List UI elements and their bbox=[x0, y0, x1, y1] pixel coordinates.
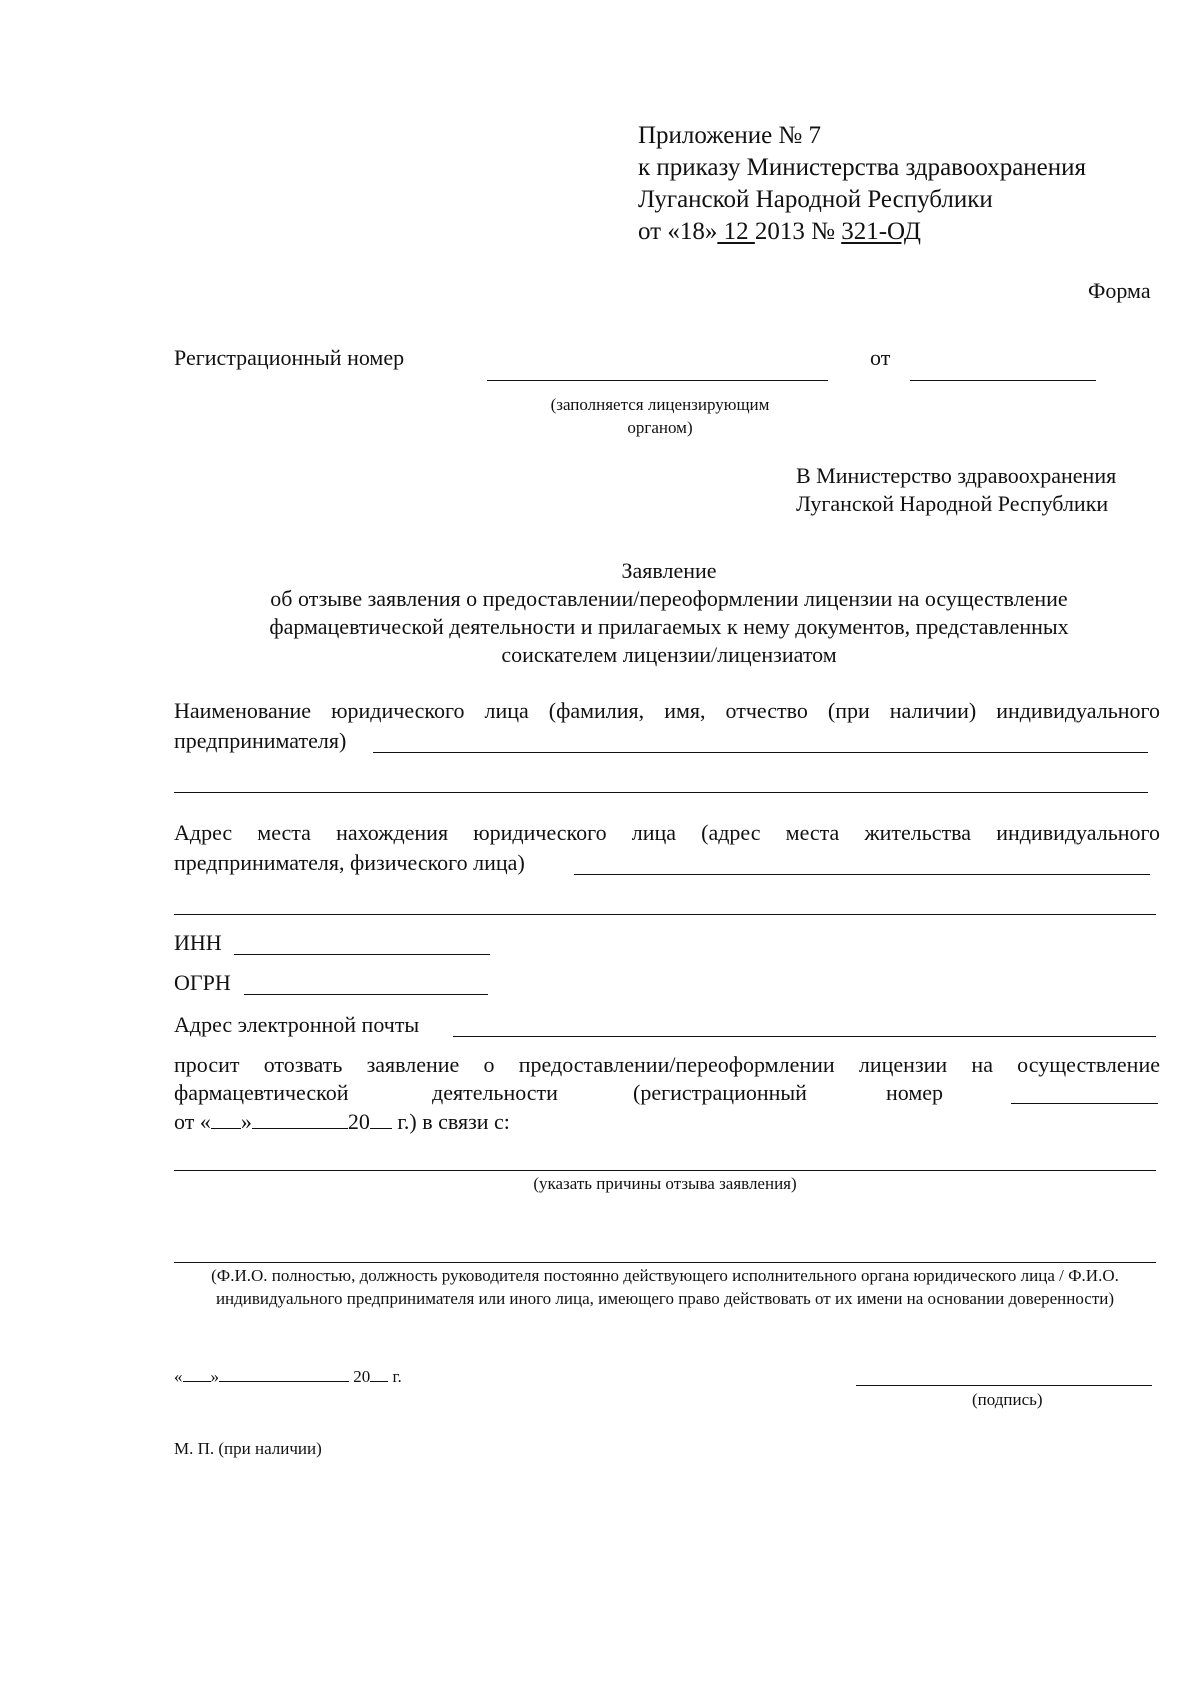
addressee-line2: Луганской Народной Республики bbox=[796, 491, 1109, 516]
statement-subtitle-1: об отзыве заявления о предоставлении/переоформлении лицензии на осуществление bbox=[270, 586, 1068, 611]
name-label-line2: предпринимателя) bbox=[174, 728, 347, 753]
reg-note: (заполняется лицензирующим органом) bbox=[550, 395, 770, 437]
name-field-2[interactable] bbox=[174, 792, 1148, 793]
inn-field[interactable] bbox=[234, 954, 490, 955]
sign-date-line: « » 20 г. bbox=[174, 1364, 402, 1388]
statement-subtitle-3: соискателем лицензии/лицензиатом bbox=[501, 642, 837, 667]
request-word-2: деятельности bbox=[432, 1080, 558, 1105]
statement-title: Заявление bbox=[621, 558, 717, 583]
request-word-4: номер bbox=[886, 1080, 944, 1105]
signatory-field[interactable] bbox=[174, 1262, 1156, 1263]
email-label: Адрес электронной почты bbox=[174, 1012, 420, 1037]
appendix-title: Приложение № 7 bbox=[638, 122, 822, 149]
name-label-line1: Наименование юридического лица (фамилия, имя, отчество (при наличии) индивидуального bbox=[174, 698, 1160, 723]
address-field-2[interactable] bbox=[174, 914, 1156, 915]
appendix-month: 12 bbox=[717, 218, 755, 245]
stamp-note: М. П. (при наличии) bbox=[174, 1439, 322, 1458]
request-date-line: от « » 20 г.) в связи с: bbox=[174, 1109, 510, 1134]
email-field[interactable] bbox=[453, 1036, 1156, 1037]
reg-from-label: от bbox=[870, 345, 891, 370]
appendix-republic: Луганской Народной Республики bbox=[638, 186, 993, 213]
request-reg-number-field[interactable] bbox=[1011, 1103, 1158, 1104]
ogrn-field[interactable] bbox=[244, 994, 488, 995]
statement-subtitle-2: фармацевтической деятельности и прилагаемых к нему документов, представленных bbox=[269, 614, 1069, 639]
address-label-line1: Адрес места нахождения юридического лица (адрес места жительства индивидуального bbox=[174, 820, 1160, 845]
request-day-field[interactable] bbox=[211, 1108, 241, 1129]
addressee-line1: В Министерство здравоохранения bbox=[796, 463, 1117, 488]
reg-number-field[interactable] bbox=[487, 380, 828, 381]
reg-number-label: Регистрационный номер bbox=[174, 345, 405, 370]
signature-note: (подпись) bbox=[972, 1390, 1043, 1409]
appendix-number: 321-ОД bbox=[841, 218, 921, 245]
sign-year-field[interactable] bbox=[370, 1364, 388, 1382]
reg-date-field[interactable] bbox=[910, 380, 1096, 381]
address-field-1[interactable] bbox=[574, 874, 1150, 875]
inn-label: ИНН bbox=[174, 930, 222, 955]
request-word-3: (регистрационный bbox=[633, 1080, 807, 1105]
signature-field[interactable] bbox=[856, 1385, 1152, 1386]
appendix-date-line: от «18» 12 2013 № 321-ОД bbox=[638, 218, 921, 245]
name-field-1[interactable] bbox=[373, 752, 1148, 753]
sign-month-field[interactable] bbox=[219, 1364, 349, 1382]
address-label-line2: предпринимателя, физического лица) bbox=[174, 850, 525, 875]
form-label: Форма bbox=[1088, 278, 1151, 303]
appendix-order: к приказу Министерства здравоохранения bbox=[638, 154, 1087, 181]
ogrn-label: ОГРН bbox=[174, 970, 231, 995]
request-word-1: фармацевтической bbox=[174, 1080, 349, 1105]
request-line1: просит отозвать заявление о предоставлении/переоформлении лицензии на осуществление bbox=[174, 1052, 1160, 1077]
reason-field[interactable] bbox=[174, 1170, 1156, 1171]
request-month-field[interactable] bbox=[252, 1108, 348, 1129]
reason-note: (указать причины отзыва заявления) bbox=[533, 1174, 797, 1193]
request-year-field[interactable] bbox=[370, 1108, 392, 1129]
sign-day-field[interactable] bbox=[183, 1364, 211, 1382]
signatory-note: (Ф.И.О. полностью, должность руководителя постоянно действующего исполнительного органа юридического лица / Ф.И.О. индивидуального предпринимателя или иного лица, имеющего право действовать от их имени на основании доверенности) bbox=[211, 1266, 1119, 1308]
